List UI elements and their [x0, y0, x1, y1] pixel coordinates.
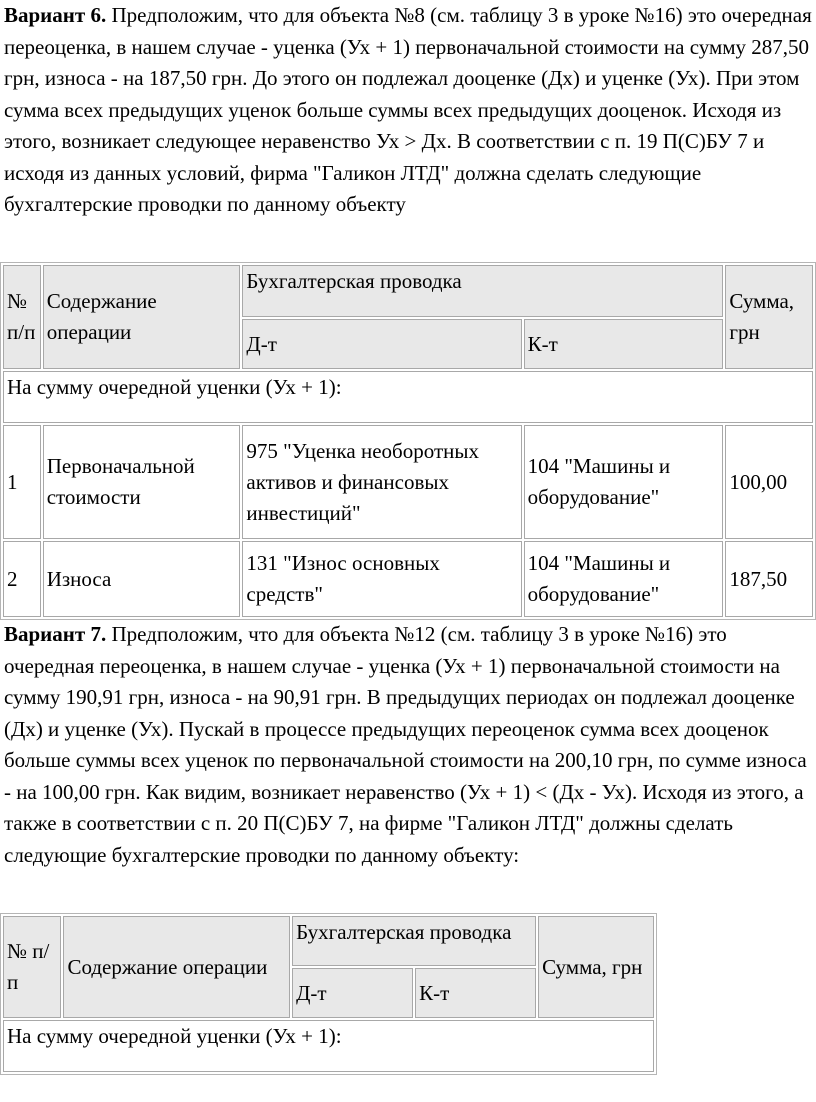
section-row: На сумму очередной уценки (Ух + 1): — [3, 371, 813, 423]
variant-7-label: Вариант 7. — [4, 622, 107, 646]
header-content: Содержание операции — [43, 265, 241, 369]
entries-table-variant-6 — [0, 262, 816, 620]
row-sum: 187,50 — [725, 541, 813, 617]
header-sum: Сумма, грн — [538, 916, 654, 1018]
header-sum: Сумма, грн — [725, 265, 813, 369]
entries-table-variant-7 — [0, 913, 657, 1075]
variant-7-paragraph — [4, 619, 812, 871]
header-entry: Бухгалтерская проводка — [292, 916, 536, 966]
row-content: Износа — [43, 541, 241, 617]
row-debit: 131 "Износ основных средств" — [242, 541, 521, 617]
row-sum: 100,00 — [725, 425, 813, 539]
row-credit: 104 "Машины и оборудование" — [524, 541, 724, 617]
variant-7-text: Предположим, что для объекта №12 (см. таблицу 3 в уроке №16) это очередная переоценка, в нашем случае - уценка (Ух + 1) первоначальной стоимости на сумму 190,91 грн, износа - на 90,91 грн. В предыдущих периодах он подлежал дооценке (Дх) и уценке (Ух). Пускай в процессе предыдущих переоценок сумма всех дооценок больше суммы всех уценок по первоначальной стоимости на 200,10 грн, по сумме износа - на 100,00 грн. Как видим, возникает неравенство (Ух + 1) < (Дх - Ух). Исходя из этого, а также в соответствии с п. 20 П(С)БУ 7, на фирме "Галикон ЛТД" должны сделать следующие бухгалтерские проводки по данному объекту: — [4, 622, 807, 867]
header-debit: Д-т — [242, 319, 521, 369]
table-row — [3, 541, 813, 617]
header-credit: К-т — [415, 968, 536, 1018]
variant-6-label: Вариант 6. — [4, 3, 107, 27]
variant-6-paragraph — [4, 0, 812, 221]
header-num: № п/п — [3, 265, 41, 369]
variant-6-text: Предположим, что для объекта №8 (см. таблицу 3 в уроке №16) это очередная переоценка, в нашем случае - уценка (Ух + 1) первоначальной стоимости на сумму 287,50 грн, износа - на 187,50 грн. До этого он подлежал дооценке (Дх) и уценке (Ух). При этом сумма всех предыдущих уценок больше суммы всех предыдущих дооценок. Исходя из этого, возникает следующее неравенство Ух > Дх. В соответствии с п. 19 П(С)БУ 7 и исходя из данных условий, фирма "Галикон ЛТД" должна сделать следующие бухгалтерские проводки по данному объекту — [4, 3, 812, 216]
header-debit: Д-т — [292, 968, 413, 1018]
header-content: Содержание операции — [63, 916, 290, 1018]
section-row: На сумму очередной уценки (Ух + 1): — [3, 1020, 654, 1072]
header-num: № п/п — [3, 916, 61, 1018]
row-num: 1 — [3, 425, 41, 539]
row-num: 2 — [3, 541, 41, 617]
row-debit: 975 "Уценка необоротных активов и финансовых инвестиций" — [242, 425, 521, 539]
row-content: Первоначальной стоимости — [43, 425, 241, 539]
header-credit: К-т — [524, 319, 724, 369]
header-entry: Бухгалтерская проводка — [242, 265, 723, 317]
table-row — [3, 425, 813, 539]
row-credit: 104 "Машины и оборудование" — [524, 425, 724, 539]
